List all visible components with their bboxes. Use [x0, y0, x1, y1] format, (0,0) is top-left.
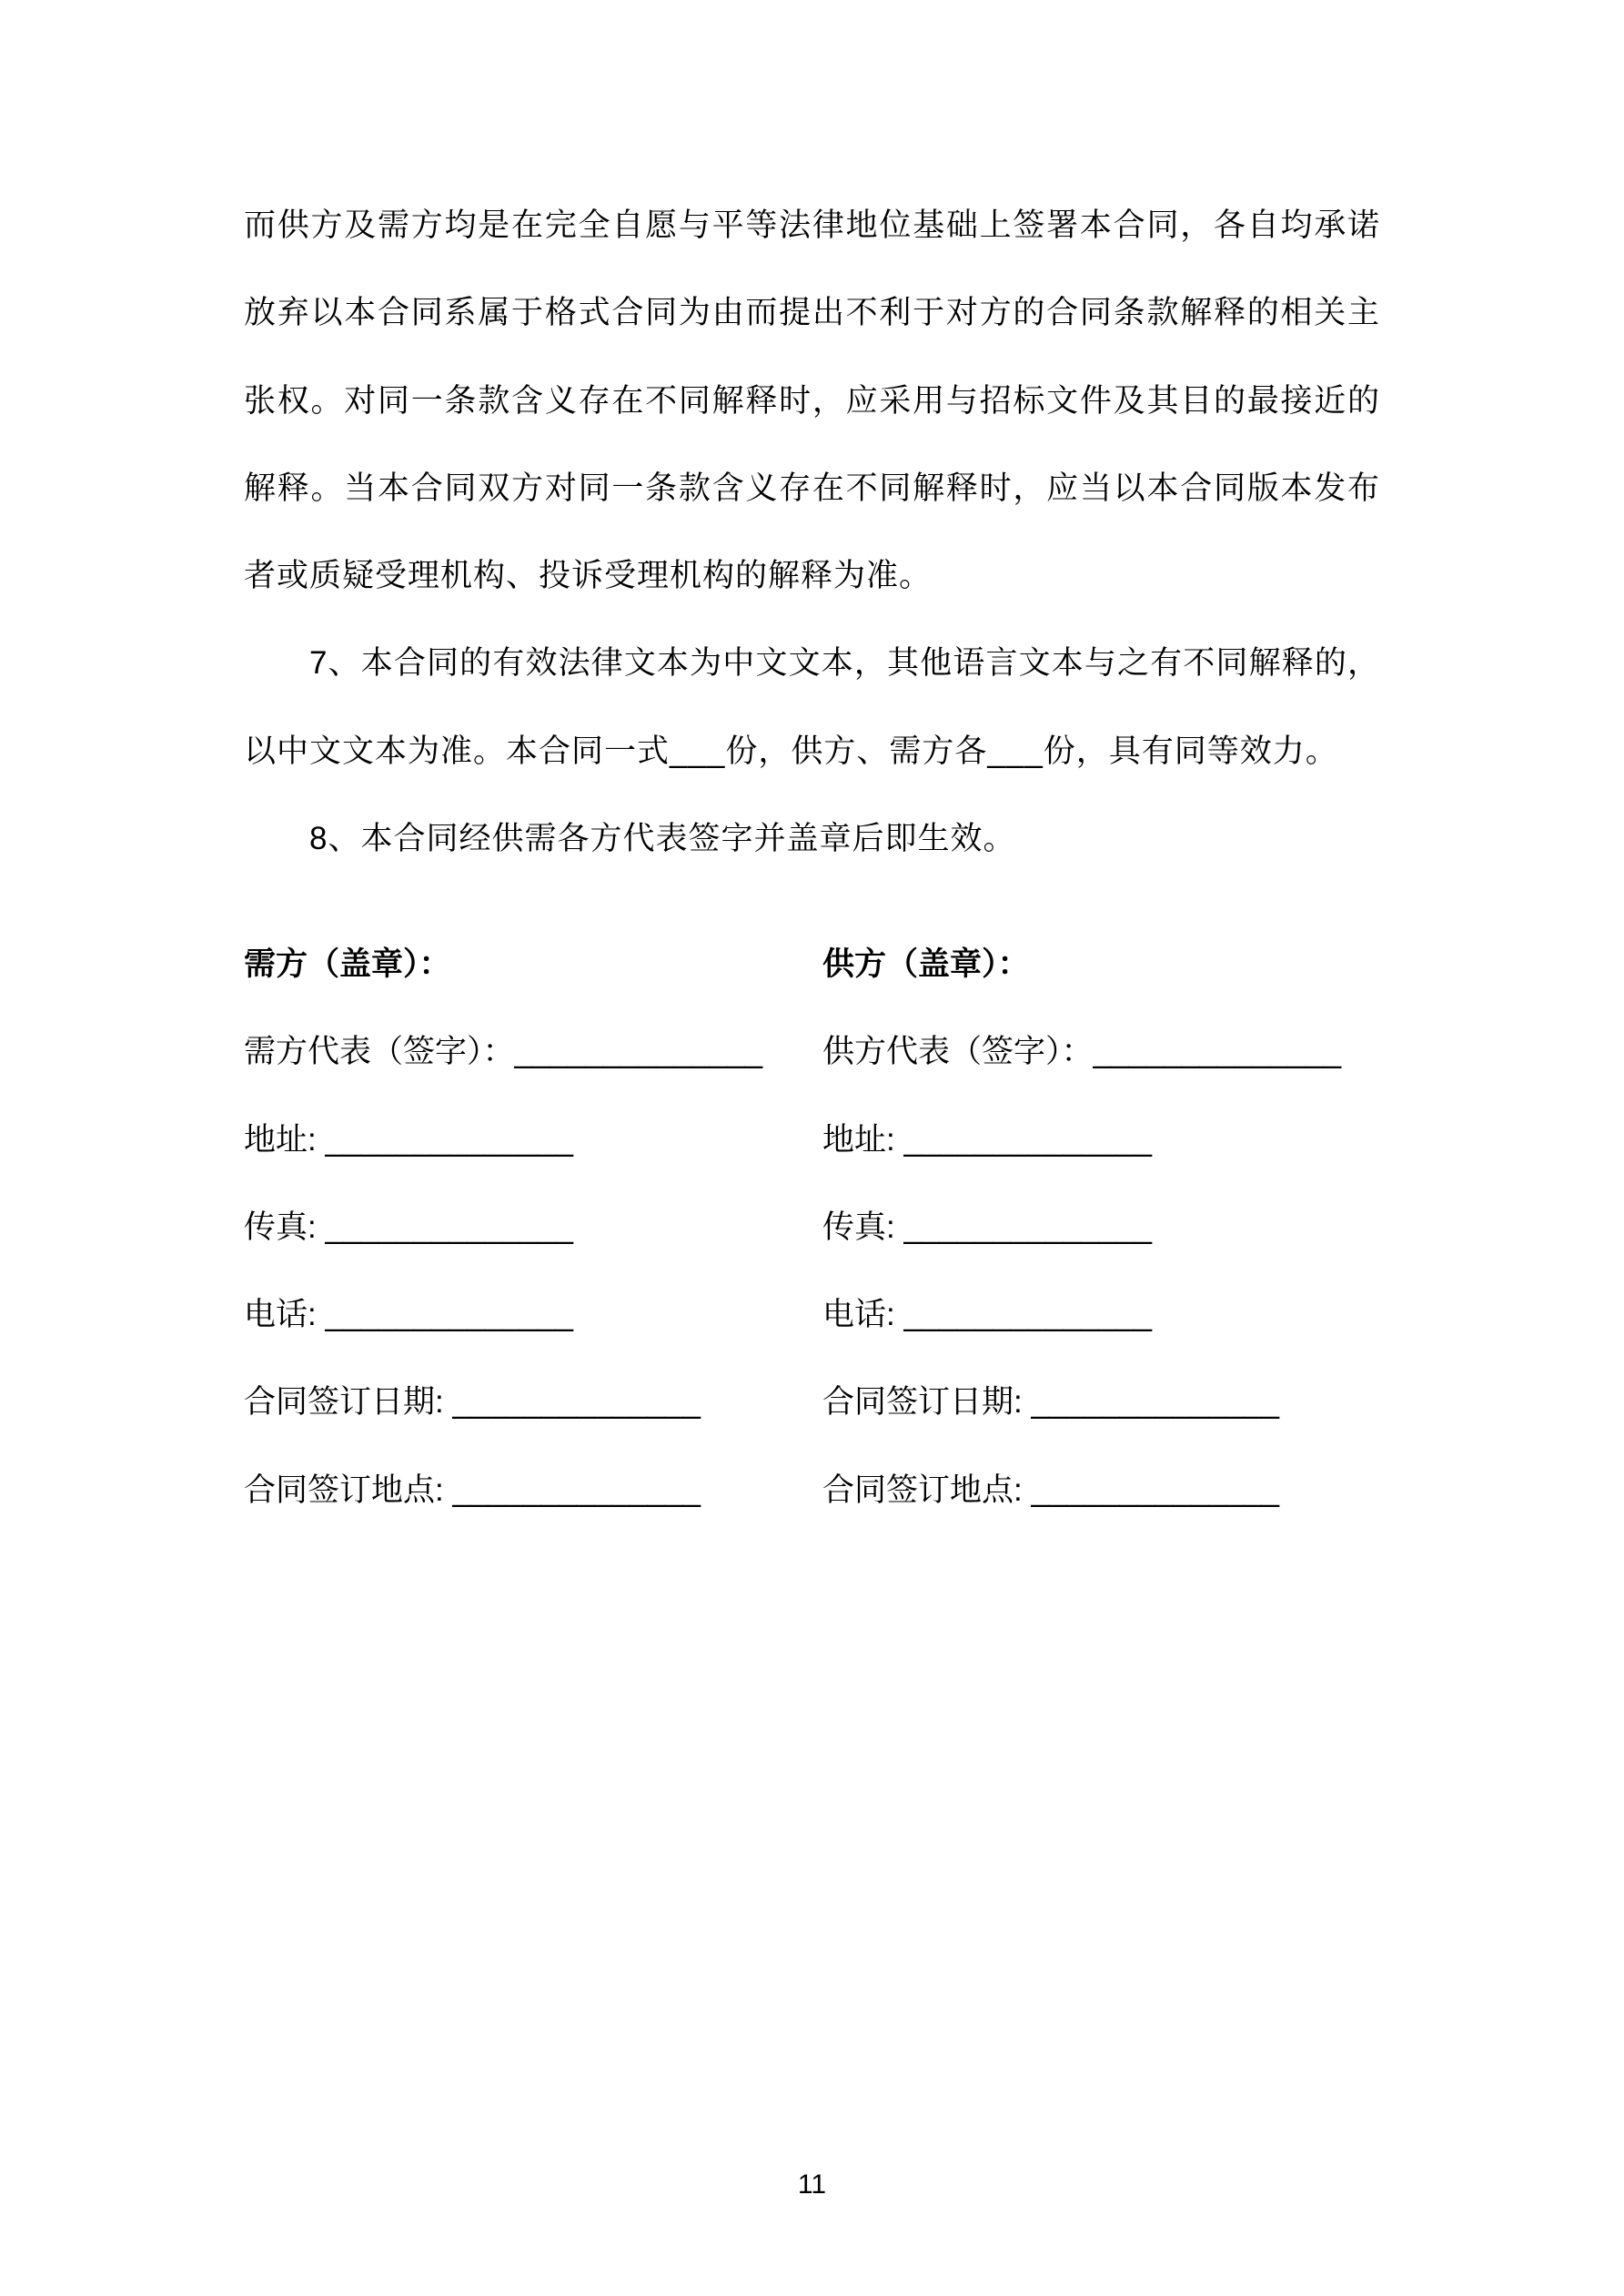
buyer-sign-place-row — [244, 1447, 822, 1534]
supplier-sign-date-label: 合同签订日期: — [822, 1384, 1023, 1421]
supplier-signature-column — [822, 921, 1380, 1534]
signature-block — [244, 921, 1380, 1534]
supplier-phone-row — [822, 1271, 1380, 1359]
buyer-sign-place-label: 合同签订地点: — [244, 1472, 444, 1508]
buyer-address-blank: ______________ — [325, 1121, 573, 1158]
buyer-representative-blank: ______________ — [514, 1034, 763, 1070]
page-number: 11 — [797, 2170, 827, 2200]
buyer-address-row — [244, 1097, 822, 1184]
buyer-phone-blank: ______________ — [325, 1297, 573, 1332]
supplier-representative-label: 供方代表（签字）： — [822, 1034, 1094, 1070]
clause-8-paragraph: 8、本合同经供需各方代表签字并盖章后即生效。 — [309, 820, 1016, 856]
clause-interpretation-paragraph: 而供方及需方均是在完全自愿与平等法律地位基础上签署本合同，各自均承诺放弃以本合同系属于格式合同为由而提出不利于对方的合同条款解释的相关主张权。对同一条款含义存在不同解释时，应采用与招标文件及其目的最接近的解释。当本合同双方对同一条款含义存在不同解释时，应当以本合同版本发布者或质疑受理机构、投诉受理机构的解释为准。 — [244, 207, 1380, 593]
supplier-representative-row — [822, 1008, 1380, 1096]
supplier-sign-date-row — [822, 1359, 1380, 1446]
buyer-phone-row — [244, 1271, 822, 1359]
supplier-address-blank: ______________ — [903, 1121, 1152, 1158]
buyer-sign-date-blank: ______________ — [452, 1384, 701, 1421]
buyer-sign-place-blank: ______________ — [452, 1472, 701, 1508]
supplier-phone-label: 电话: — [822, 1297, 895, 1332]
buyer-sign-date-label: 合同签订日期: — [244, 1384, 444, 1421]
supplier-sign-place-blank: ______________ — [1031, 1472, 1279, 1508]
buyer-signature-column — [244, 921, 822, 1534]
supplier-fax-blank: ______________ — [903, 1209, 1152, 1245]
document-body — [244, 182, 1380, 1534]
supplier-fax-row — [822, 1184, 1380, 1271]
supplier-sign-place-row — [822, 1447, 1380, 1534]
supplier-representative-blank: ______________ — [1093, 1034, 1342, 1070]
buyer-representative-label: 需方代表（签字）： — [244, 1034, 515, 1070]
supplier-sign-place-label: 合同签订地点: — [822, 1472, 1023, 1508]
supplier-seal-title: 供方（盖章）： — [822, 946, 1030, 982]
buyer-fax-row — [244, 1184, 822, 1271]
clause-7-paragraph: 7、本合同的有效法律文本为中文文本，其他语言文本与之有不同解释的，以中文文本为准。本合同一式___份，供方、需方各___份，具有同等效力。 — [244, 645, 1380, 769]
buyer-representative-row — [244, 1008, 822, 1096]
buyer-phone-label: 电话: — [244, 1297, 317, 1332]
supplier-sign-date-blank: ______________ — [1031, 1384, 1279, 1421]
supplier-address-label: 地址: — [822, 1121, 895, 1158]
supplier-fax-label: 传真: — [822, 1209, 895, 1245]
buyer-fax-blank: ______________ — [325, 1209, 573, 1245]
supplier-address-row — [822, 1097, 1380, 1184]
supplier-phone-blank: ______________ — [903, 1297, 1152, 1332]
buyer-sign-date-row — [244, 1359, 822, 1446]
buyer-fax-label: 传真: — [244, 1209, 317, 1245]
buyer-address-label: 地址: — [244, 1121, 317, 1158]
buyer-seal-title: 需方（盖章）： — [244, 946, 451, 982]
